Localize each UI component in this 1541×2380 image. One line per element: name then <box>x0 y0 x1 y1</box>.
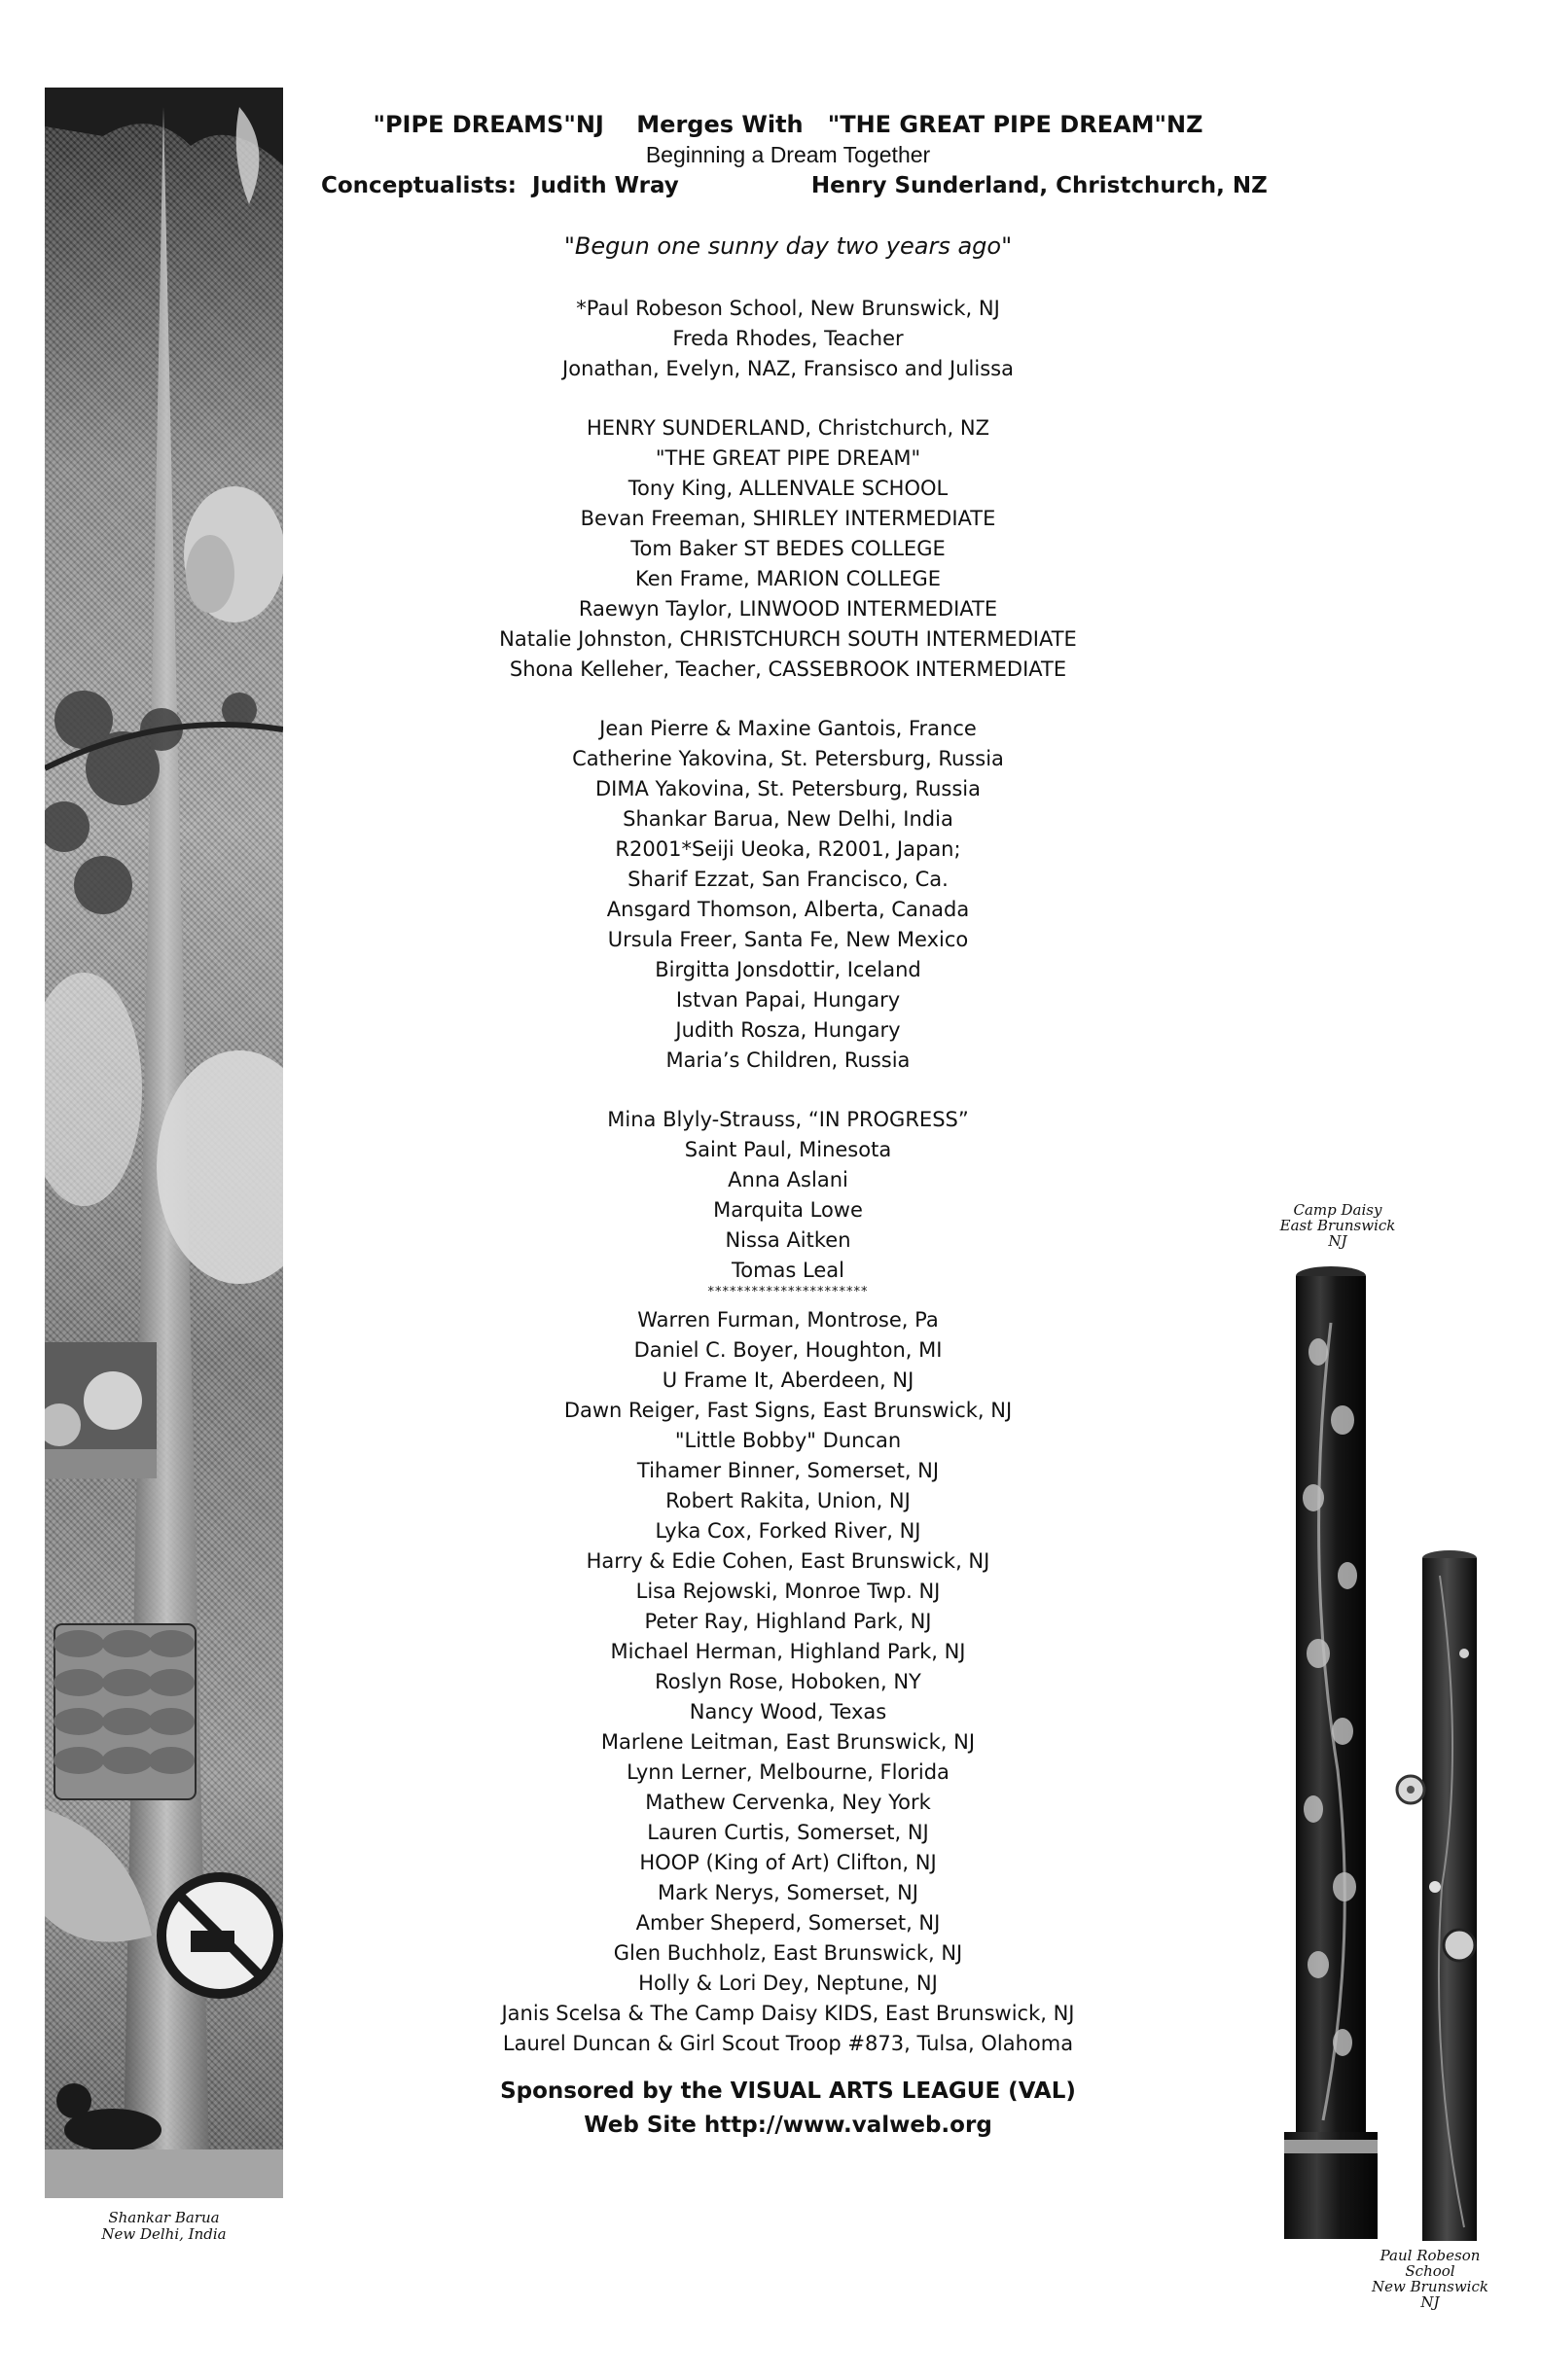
group-paul-robeson <box>321 294 1255 384</box>
conceptualists-label: Conceptualists: <box>321 173 517 198</box>
credit-line: Shankar Barua, New Delhi, India <box>623 807 953 831</box>
supporter-line: U Frame It, Aberdeen, NJ <box>662 1368 914 1392</box>
conceptualist-henry-sunderland: Henry Sunderland, Christchurch, NZ <box>810 173 1268 198</box>
credit-line: Mina Blyly-Strauss, “IN PROGRESS” <box>607 1108 969 1131</box>
collage-caption <box>45 2210 283 2243</box>
separator-stars: ********************** <box>707 1285 869 1299</box>
credit-line: Jonathan, Evelyn, NAZ, Fransisco and Julissa <box>562 357 1014 380</box>
supporter-line: HOOP (King of Art) Clifton, NJ <box>639 1851 937 1874</box>
supporter-line: Mark Nerys, Somerset, NJ <box>658 1881 918 1904</box>
credit-line: Natalie Johnston, CHRISTCHURCH SOUTH INTERMEDIATE <box>499 627 1077 651</box>
supporter-line: Laurel Duncan & Girl Scout Troop #873, Tulsa, Olahoma <box>502 2032 1074 2055</box>
group-in-progress <box>321 1105 1255 1286</box>
supporter-line: Holly & Lori Dey, Neptune, NJ <box>638 1971 938 1995</box>
caption-line: Paul Robeson <box>1380 2247 1481 2264</box>
credit-line: Tomas Leal <box>731 1259 844 1282</box>
credit-line: Istvan Papai, Hungary <box>675 988 901 1012</box>
credit-line: Tom Baker ST BEDES COLLEGE <box>630 537 946 560</box>
supporter-line: Harry & Edie Cohen, East Brunswick, NJ <box>586 1549 990 1573</box>
camp-daisy-caption <box>1255 1202 1420 1249</box>
credit-line: *Paul Robeson School, New Brunswick, NJ <box>576 297 1000 320</box>
credit-line: Saint Paul, Minesota <box>684 1138 892 1161</box>
credit-line: Shona Kelleher, Teacher, CASSEBROOK INTERMEDIATE <box>509 657 1067 681</box>
camp-daisy-pipe <box>1284 1266 1378 2239</box>
paul-robeson-pipe <box>1397 1550 1477 2241</box>
credit-line: Ursula Freer, Santa Fe, New Mexico <box>607 928 969 951</box>
caption-line: NJ <box>1420 2293 1440 2311</box>
credit-line: Raewyn Taylor, LINWOOD INTERMEDIATE <box>578 597 998 621</box>
supporter-line: "Little Bobby" Duncan <box>674 1429 902 1452</box>
conceptualists-line <box>321 169 1268 202</box>
group-supporters <box>321 1305 1255 2059</box>
supporter-line: Glen Buchholz, East Brunswick, NJ <box>613 1941 963 1965</box>
supporter-line: Lauren Curtis, Somerset, NJ <box>647 1821 929 1844</box>
credit-line: Jean Pierre & Maxine Gantois, France <box>599 717 977 740</box>
supporter-line: Roslyn Rose, Hoboken, NY <box>655 1670 921 1693</box>
credit-line: Tony King, ALLENVALE SCHOOL <box>627 477 949 500</box>
credit-line: DIMA Yakovina, St. Petersburg, Russia <box>595 777 981 800</box>
supporter-line: Lynn Lerner, Melbourne, Florida <box>627 1760 950 1784</box>
supporter-line: Dawn Reiger, Fast Signs, East Brunswick, NJ <box>563 1399 1013 1422</box>
credit-line: Maria’s Children, Russia <box>665 1048 911 1072</box>
collage-illustration <box>45 88 283 2198</box>
conceptualist-judith-wray: Judith Wray <box>532 173 679 198</box>
sponsor-block <box>321 2075 1255 2143</box>
credit-line: Ken Frame, MARION COLLEGE <box>635 567 941 590</box>
credit-line: Ansgard Thomson, Alberta, Canada <box>606 898 970 921</box>
sponsor-line: Sponsored by the VISUAL ARTS LEAGUE (VAL) <box>500 2078 1076 2104</box>
title-great-pipe-dream-nz: "THE GREAT PIPE DREAM"NZ <box>827 111 1203 138</box>
group-henry-sunderland <box>321 413 1255 685</box>
pipes-photo <box>1265 1264 1518 2247</box>
credits-column <box>321 109 1268 2143</box>
supporter-line: Robert Rakita, Union, NJ <box>665 1489 911 1512</box>
collage-caption-line: New Delhi, India <box>101 2225 227 2243</box>
supporter-line: Marlene Leitman, East Brunswick, NJ <box>600 1730 976 1754</box>
credit-line: Sharif Ezzat, San Francisco, Ca. <box>627 868 949 891</box>
supporter-line: Lisa Rejowski, Monroe Twp. NJ <box>635 1580 941 1603</box>
caption-line: NJ <box>1328 1232 1347 1250</box>
credit-line: Bevan Freeman, SHIRLEY INTERMEDIATE <box>580 507 996 530</box>
title-pipe-dreams-nj: "PIPE DREAMS"NJ <box>373 111 604 138</box>
supporter-line: Daniel C. Boyer, Houghton, MI <box>633 1338 943 1362</box>
website-line: Web Site http://www.valweb.org <box>584 2113 992 2138</box>
credit-line: Freda Rhodes, Teacher <box>672 327 904 350</box>
title-line <box>321 109 1255 140</box>
credit-line: R2001*Seiji Ueoka, R2001, Japan; <box>615 837 961 861</box>
subtitle: Beginning a Dream Together <box>645 142 931 167</box>
credit-line: HENRY SUNDERLAND, Christchurch, NZ <box>587 416 989 440</box>
collage-image <box>45 88 283 2198</box>
supporter-line: Michael Herman, Highland Park, NJ <box>610 1640 966 1663</box>
supporter-line: Peter Ray, Highland Park, NJ <box>644 1610 932 1633</box>
tagline: "Begun one sunny day two years ago" <box>563 232 1013 260</box>
credit-line: Anna Aslani <box>728 1168 848 1191</box>
paul-robeson-caption <box>1352 2248 1508 2310</box>
caption-line: School <box>1405 2262 1455 2280</box>
supporter-line: Warren Furman, Montrose, Pa <box>637 1308 939 1332</box>
supporter-line: Tihamer Binner, Somerset, NJ <box>636 1459 940 1482</box>
collage-caption-line: Shankar Barua <box>108 2209 220 2226</box>
caption-line: East Brunswick <box>1279 1217 1396 1234</box>
supporter-line: Lyka Cox, Forked River, NJ <box>655 1519 921 1543</box>
caption-line: New Brunswick <box>1372 2278 1488 2295</box>
supporter-line: Nancy Wood, Texas <box>689 1700 887 1723</box>
supporter-line: Janis Scelsa & The Camp Daisy KIDS, East Brunswick, NJ <box>501 2002 1075 2025</box>
credit-line: Catherine Yakovina, St. Petersburg, Russia <box>572 747 1004 770</box>
credit-line: Marquita Lowe <box>713 1198 863 1222</box>
supporter-line: Mathew Cervenka, Ney York <box>645 1791 931 1814</box>
caption-line: Camp Daisy <box>1293 1201 1382 1219</box>
supporter-line: Amber Sheperd, Somerset, NJ <box>635 1911 941 1935</box>
credit-line: Nissa Aitken <box>725 1228 851 1252</box>
group-international <box>321 714 1255 1076</box>
credit-line: Birgitta Jonsdottir, Iceland <box>655 958 921 981</box>
credit-line: "THE GREAT PIPE DREAM" <box>655 446 921 470</box>
title-merges-with: Merges With <box>636 111 804 138</box>
credit-line: Judith Rosza, Hungary <box>675 1018 901 1042</box>
